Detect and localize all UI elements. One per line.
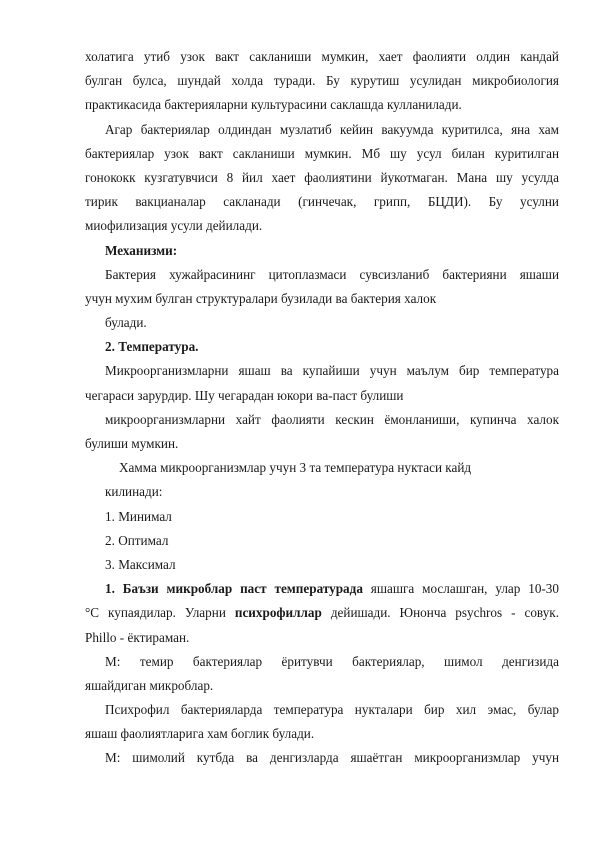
text-line: учун мухим булган структуралари бузилади ва бактерия халок <box>85 290 437 306</box>
text-line: тирик вакцианалар сакланади (гинчечак, грипп, БЦДИ). Бу усулни <box>85 194 559 210</box>
document-page <box>85 45 559 771</box>
text-line: Phillo - ёктираман. <box>85 629 190 645</box>
list-item: 3. Максимал <box>105 556 176 572</box>
text-line: гонококк кузгатувчиси 8 йил хает фаолиятини йукотмаган. Мана шу усулда <box>85 169 559 185</box>
line-text: °С купаядилар. Уларни <box>85 605 235 621</box>
text-line <box>85 577 559 601</box>
line-text: яшашга мослашган, улар 10-30 <box>362 581 559 597</box>
bold-phrase: 1. Баъзи микроблар паст температурада <box>105 581 363 597</box>
text-line: булади. <box>105 315 147 331</box>
text-line: М: темир бактериялар ёритувчи бактериялар, шимол денгизида <box>105 653 559 669</box>
heading-text: Механизми: <box>105 242 178 258</box>
text-line: микроорганизмларни хайт фаолияти кескин ёмонланиши, купинча халок <box>105 411 559 427</box>
text-line: килинади: <box>105 484 163 500</box>
section-heading <box>85 239 559 263</box>
text-line: чегараси зарурдир. Шу чегарадан юкори ва-паст булиши <box>85 387 404 403</box>
text-line: яшайдиган микроблар. <box>85 677 214 693</box>
line-text: дейишади. Юнонча psychros - совук. <box>321 605 559 621</box>
section-heading <box>85 335 559 359</box>
text-line <box>85 601 559 625</box>
text-line: Бактерия хужайрасининг цитоплазмаси сувсизланиб бактерияни яшаши <box>105 266 559 282</box>
text-line: Психрофил бактерияларда температура нукталари бир хил эмас, булар <box>105 702 559 718</box>
text-line: яшаш фаолиятларига хам боглик булади. <box>85 726 315 742</box>
heading-text: 2. Температура. <box>105 339 199 355</box>
text-line: булган булса, шундай холда туради. Бу курутиш усулидан микробиология <box>85 73 559 89</box>
bold-term: психрофиллар <box>234 605 322 621</box>
text-line: бактериялар узок вакт сакланиши мумкин. Мб шу усул билан куритилган <box>85 145 559 161</box>
text-line: М: шимолий кутбда ва денгизларда яшаётган микроорганизмлар учун <box>105 750 559 766</box>
text-line: Хамма микроорганизмлар учун 3 та температура нуктаси кайд <box>119 460 472 476</box>
list-item: 2. Оптимал <box>105 532 169 548</box>
text-line: булиши мумкин. <box>85 436 179 451</box>
text-line: миофилизация усули дейилади. <box>85 218 263 234</box>
text-line: холатига утиб узок вакт сакланиши мумкин, хает фаолияти олдин кандай <box>85 49 559 64</box>
text-line: практикасида бактерияларни культурасини саклашда кулланилади. <box>85 97 462 113</box>
list-item: 1. Минимал <box>105 508 172 524</box>
text-line: Агар бактериялар олдиндан музлатиб кейин вакуумда куритилса, яна хам <box>105 121 559 137</box>
text-line: Микроорганизмларни яшаш ва купайиши учун маълум бир температура <box>105 363 559 379</box>
